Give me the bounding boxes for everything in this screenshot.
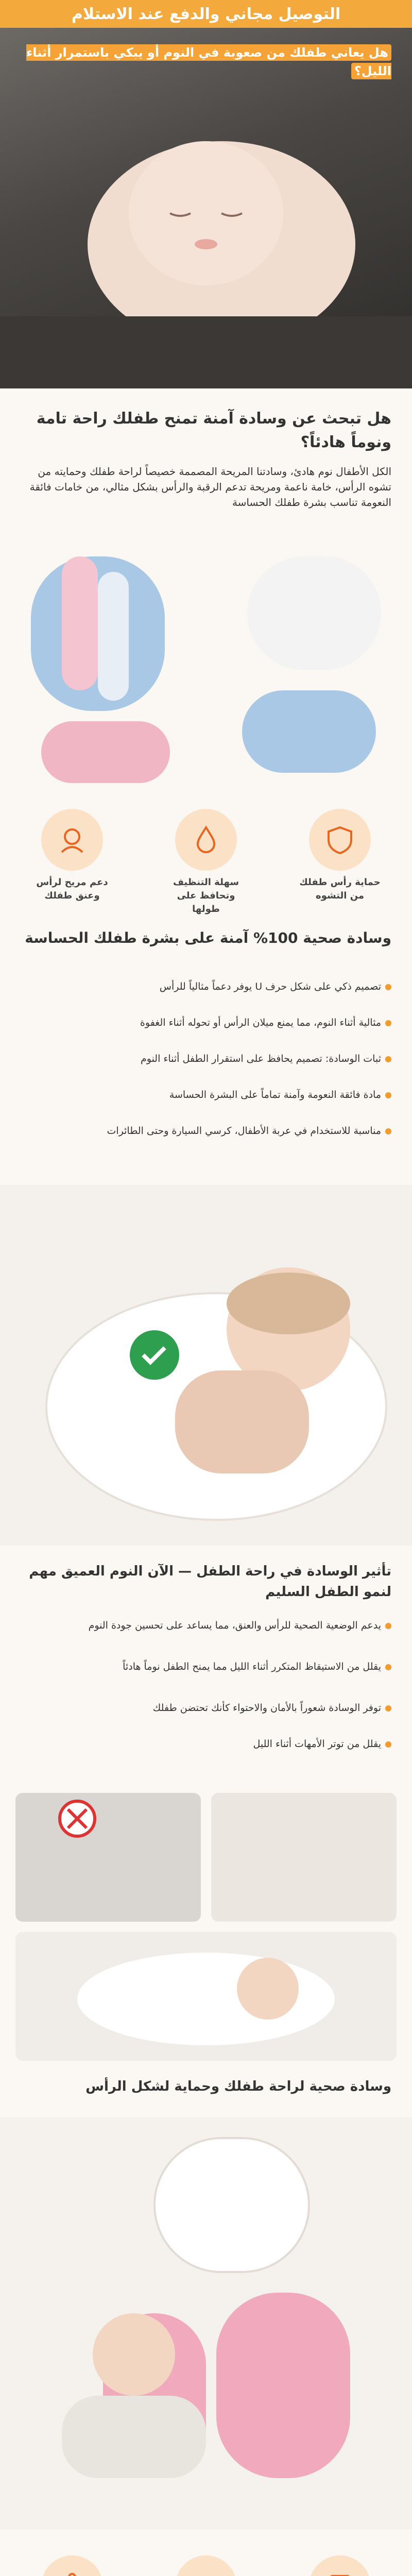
pillows-illustration: [0, 526, 412, 793]
health-bullet: [21, 1123, 391, 1139]
health-bullet: [21, 1087, 391, 1103]
pillow-product-image: [0, 526, 412, 793]
hero-photo: [0, 28, 412, 388]
comparison-illustration: [0, 1783, 412, 2071]
bullet-text: يقلل من توتر الأمهات أثناء الليل: [253, 1738, 381, 1750]
bullet-dot: [385, 1020, 391, 1026]
bullet-text: مثالية أثناء النوم، مما يمنع ميلان الرأس أو تحوله أثناء الغفوة: [140, 1017, 381, 1028]
health-bullet: [21, 1051, 391, 1066]
bullet-dot: [385, 984, 391, 990]
shield-icon: [309, 809, 371, 871]
product-title: تأثير الوسادة في راحة الطفل — الآن النوم العميق مهم لنمو الطفل السليم: [29, 1564, 391, 1600]
bullet-text: يقلل من الاستيقاظ المتكرر أثناء الليل مما يمنح الطفل نوماً هادئاً: [123, 1661, 381, 1672]
bullet-text: توفر الوسادة شعوراً بالأمان والاحتواء كأنك تحتضن طفلك: [152, 1702, 381, 1714]
pink-pillow-illustration: [0, 2117, 412, 2530]
product-bullet: [21, 1618, 391, 1633]
intro-title: هل تبحث عن وسادة آمنة تمنح طفلك راحة تامة ونوماً هادئاً؟: [36, 410, 391, 451]
hand-icon: [175, 2555, 237, 2576]
top-banner-text: التوصيل مجاني والدفع عند الاستلام: [71, 5, 341, 23]
health-bullet: [21, 1015, 391, 1030]
intro-paragraph: الكل الأطفال نوم هادئ، وسادتنا المريحة المصممة خصيصاً لراحة طفلك وحمايته من تشوه الرأس، خامة ناعمة ومريحة تدعم الرقبة والرأس بشكل مثالي، من خامات فائقة النعومة تناسب بشرة طفلك الحساسة: [29, 465, 391, 509]
bullet-dot: [385, 1623, 391, 1629]
bullet-dot: [385, 1128, 391, 1134]
sleeping-baby-illustration: [0, 28, 412, 388]
baby-illustration: [0, 1185, 412, 1546]
health-bullet: [21, 979, 391, 994]
thermometer-icon: [41, 2555, 103, 2576]
health-title: وسادة صحية 100% آمنة على بشرة طفلك الحساسة: [25, 929, 391, 946]
bullet-dot: [385, 1741, 391, 1748]
top-banner: [0, 0, 412, 28]
pink-pillow-photo: [0, 2117, 412, 2530]
hero-headline-text: هل يعاني طفلك من صعوبة في النوم أو يبكي باستمرار أثناء الليل؟: [26, 45, 391, 78]
bullet-dot: [385, 1092, 391, 1098]
bullet-dot: [385, 1664, 391, 1670]
breathable-icon: [309, 2555, 371, 2576]
comparison-images: [0, 1783, 412, 2071]
bullet-text: مناسبة للاستخدام في عربة الأطفال، كرسي السيارة وحتى الطائرات: [107, 1125, 381, 1137]
baby-on-pillow-photo: [0, 1185, 412, 1546]
bullet-text: ثبات الوسادة: تصميم يحافظ على استقرار الطفل أثناء النوم: [140, 1053, 381, 1064]
bullet-text: يدعم الوضعية الصحية للرأس والعنق، مما يساعد على تحسين جودة النوم: [88, 1620, 381, 1631]
bullet-text: مادة فائقة النعومة وآمنة تماماً على البشرة الحساسة: [169, 1089, 381, 1100]
bullet-dot: [385, 1705, 391, 1711]
product-bullet: [21, 1736, 391, 1752]
feature-label: دعم مريح لرأس وعنق طفلك: [36, 877, 108, 901]
product-bullet: [21, 1700, 391, 1716]
comparison-title: وسادة صحية لراحة طفلك وحماية لشكل الرأس: [85, 2079, 391, 2094]
bullet-text: تصميم ذكي على شكل حرف U يوفر دعماً مثالياً للرأس: [159, 981, 381, 992]
feature-label: سهلة التنظيف وتحافظ على طولها: [173, 877, 239, 914]
product-bullet: [21, 1659, 391, 1674]
bullet-dot: [385, 1056, 391, 1062]
head-support-icon: [41, 809, 103, 871]
feature-label: حماية رأس طفلك من التشوه: [299, 877, 381, 901]
hero-headline: [21, 43, 391, 80]
wash-icon: [175, 809, 237, 871]
